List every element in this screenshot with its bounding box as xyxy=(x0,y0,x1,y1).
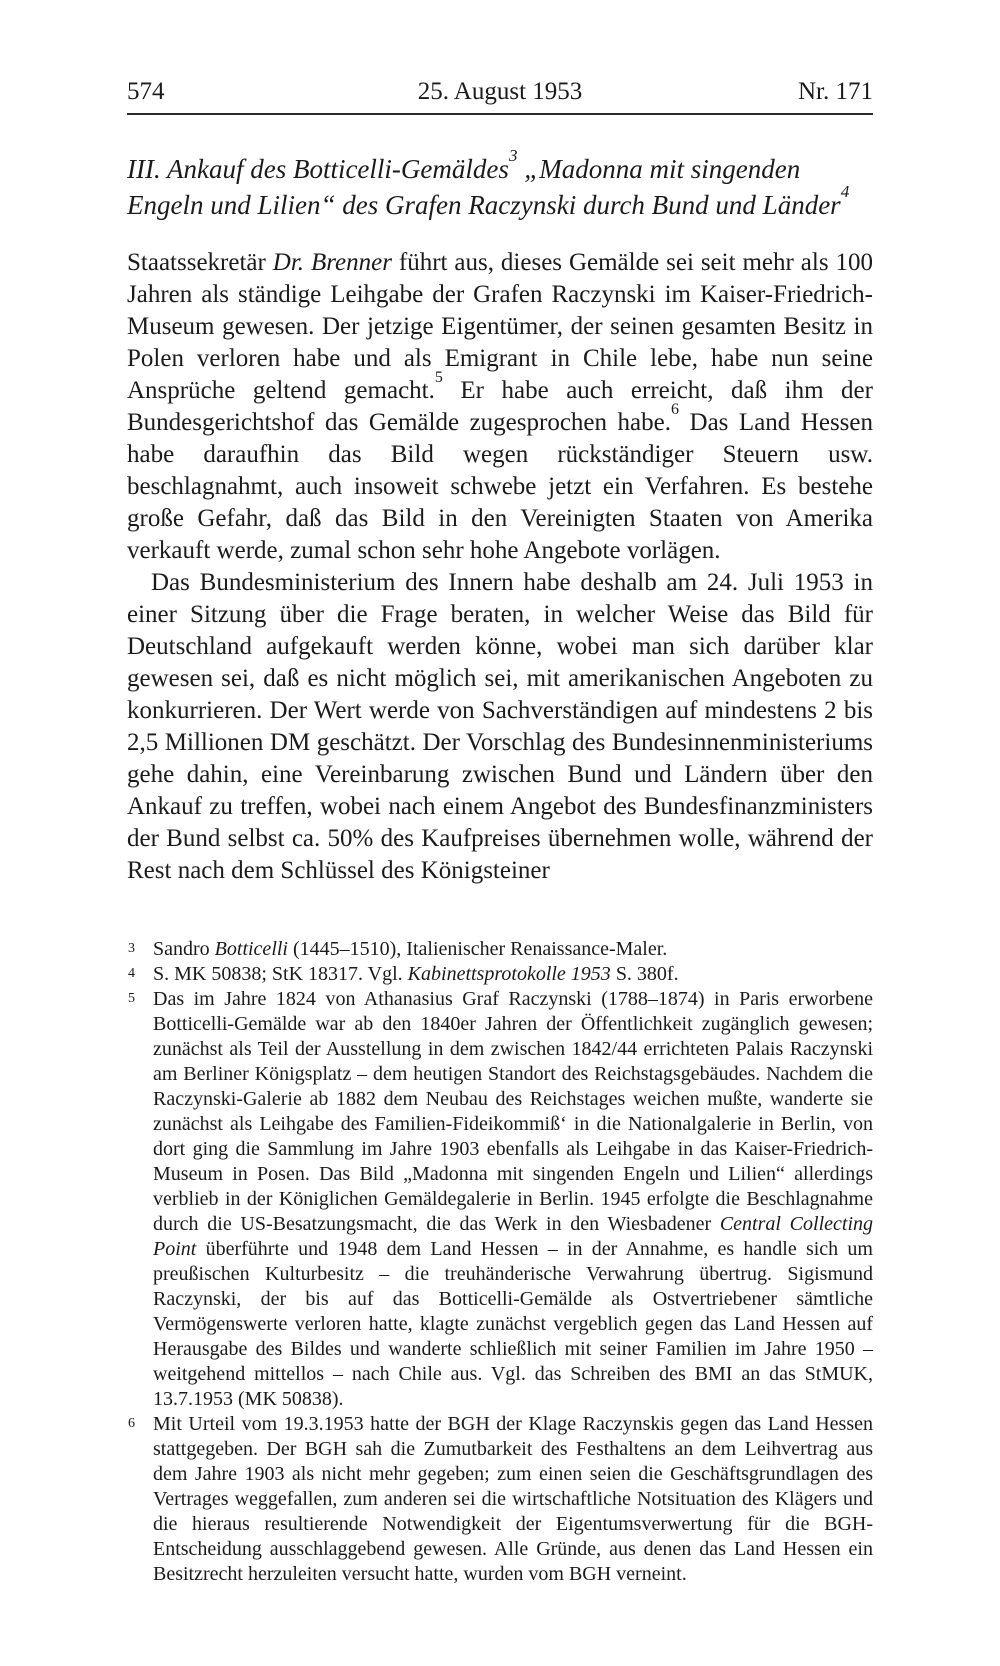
page-number: 574 xyxy=(127,78,165,105)
footnote-item-4 xyxy=(127,962,873,987)
footnote-text: S. MK 50838; StK 18317. Vgl. Kabinettsprotokolle 1953 S. 380f. xyxy=(153,962,679,985)
running-header xyxy=(127,78,873,106)
header-date: 25. August 1953 xyxy=(417,78,583,105)
footnote-text: Sandro Botticelli (1445–1510), Italienischer Renaissance-Maler. xyxy=(153,937,668,960)
footnote-item-6 xyxy=(127,1412,873,1587)
body-paragraph-1: Staatssekretär Dr. Brenner führt aus, dieses Gemälde sei seit mehr als 100 Jahren als ständige Leihgabe der Grafen Raczynski im Kaiser-Friedrich-Museum gewesen. Der jetzige Eigentümer, der seinen gesamten Besitz in Polen verloren habe und als Emigrant in Chile lebe, habe nun seine Ansprüche geltend gemacht.$^5$ Er habe auch erreicht, daß ihm der Bundesgerichtshof das Gemälde zugesprochen habe.$^6$ Das Land Hessen habe daraufhin das Bild wegen rückständiger Steuern usw. beschlagnahmt, auch insoweit schwebe jetzt ein Verfahren. Es bestehe große Gefahr, daß das Bild in den Vereinigten Staaten von Amerika verkauft werde, zumal schon sehr hohe Angebote vorlägen. xyxy=(127,248,874,564)
footnote-marker: 6 xyxy=(128,1415,135,1431)
footnotes-section xyxy=(127,937,873,1587)
footnote-marker: 4 xyxy=(128,965,135,981)
footnote-marker: 5 xyxy=(128,990,135,1006)
header-rule xyxy=(127,113,873,115)
footnote-item-5 xyxy=(127,987,873,1412)
footnote-marker: 3 xyxy=(128,940,135,956)
footnote-text: Das im Jahre 1824 von Athanasius Graf Raczynski (1788–1874) in Paris erworbene Botticelli-Gemälde war ab den 1840er Jahren der Öffentlichkeit zugänglich gewesen; zunächst als Teil der Ausstellung in dem zwischen 1842/44 errichteten Palais Raczynski am Berliner Königsplatz – dem heutigen Standort des Reichstagsgebäudes. Nachdem die Raczynski-Galerie ab 1882 dem Neubau des Reichstages weichen mußte, wanderte sie zunächst als Leihgabe des Familien-Fideikommiß‘ in die Nationalgalerie in Berlin, von dort ging die Sammlung im Jahre 1903 ebenfalls als Leihgabe in das Kaiser-Friedrich-Museum in Posen. Das Bild „Madonna mit singenden Engeln und Lilien“ allerdings verblieb in der Königlichen Gemäldegalerie in Berlin. 1945 erfolgte die Beschlagnahme durch die US-Besatzungsmacht, die das Werk in den Wiesbadener Central Collecting Point überführte und 1948 dem Land Hessen – in der Annahme, es handle sich um preußischen Kulturbesitz – die treuhänderische Verwahrung übertrug. Sigismund Raczynski, der bis auf das Botticelli-Gemälde als Ostvertriebener sämtliche Vermögenswerte verloren hatte, klagte zunächst vergeblich gegen das Land Hessen auf Herausgabe des Bildes und wanderte schließlich mit seiner Familien im Jahre 1950 – weitgehend mittellos – nach Chile aus. Vgl. das Schreiben des BMI an das StMUK, 13.7.1953 (MK 50838). xyxy=(153,987,873,1410)
issue-number: Nr. 171 xyxy=(798,78,873,105)
footnote-text: Mit Urteil vom 19.3.1953 hatte der BGH der Klage Raczynskis gegen das Land Hessen stattgegeben. Der BGH sah die Zumutbarkeit des Festhaltens an dem Leihvertrag aus dem Jahre 1903 als nicht mehr gegeben; zum einen seien die Geschäftsgrundlagen des Vertrages weggefallen, zum anderen sei die wirtschaftliche Notsituation des Klägers und die hieraus resultierende Notwendigkeit der Eigentumsverwertung für die BGH-Entscheidung ausschlaggebend gewesen. Alle Gründe, aus denen das Land Hessen ein Besitzrecht herzuleiten versucht hatte, wurden vom BGH verneint. xyxy=(153,1412,873,1585)
body-paragraph-2: Das Bundesministerium des Innern habe deshalb am 24. Juli 1953 in einer Sitzung über die Frage beraten, in welcher Weise das Bild für Deutschland aufgekauft werden könne, wobei man sich darüber klar gewesen sei, daß es nicht möglich sei, mit amerikanischen Angeboten zu konkurrieren. Der Wert werde von Sachverständigen auf mindestens 2 bis 2,5 Millionen DM geschätzt. Der Vorschlag des Bundesinnenministeriums gehe dahin, eine Vereinbarung zwischen Bund und Ländern über den Ankauf zu treffen, wobei nach einem Angebot des Bundesfinanzministers der Bund selbst ca. 50% des Kaufpreises übernehmen wolle, während der Rest nach dem Schlüssel des Königsteiner xyxy=(127,568,873,884)
footnote-item-3 xyxy=(127,937,873,962)
section-heading: III. Ankauf des Botticelli-Gemäldes$^3$ „Madonna mit singenden Engeln und Lilien“ des Grafen Raczynski durch Bund und Länder$^4$ xyxy=(127,145,850,220)
